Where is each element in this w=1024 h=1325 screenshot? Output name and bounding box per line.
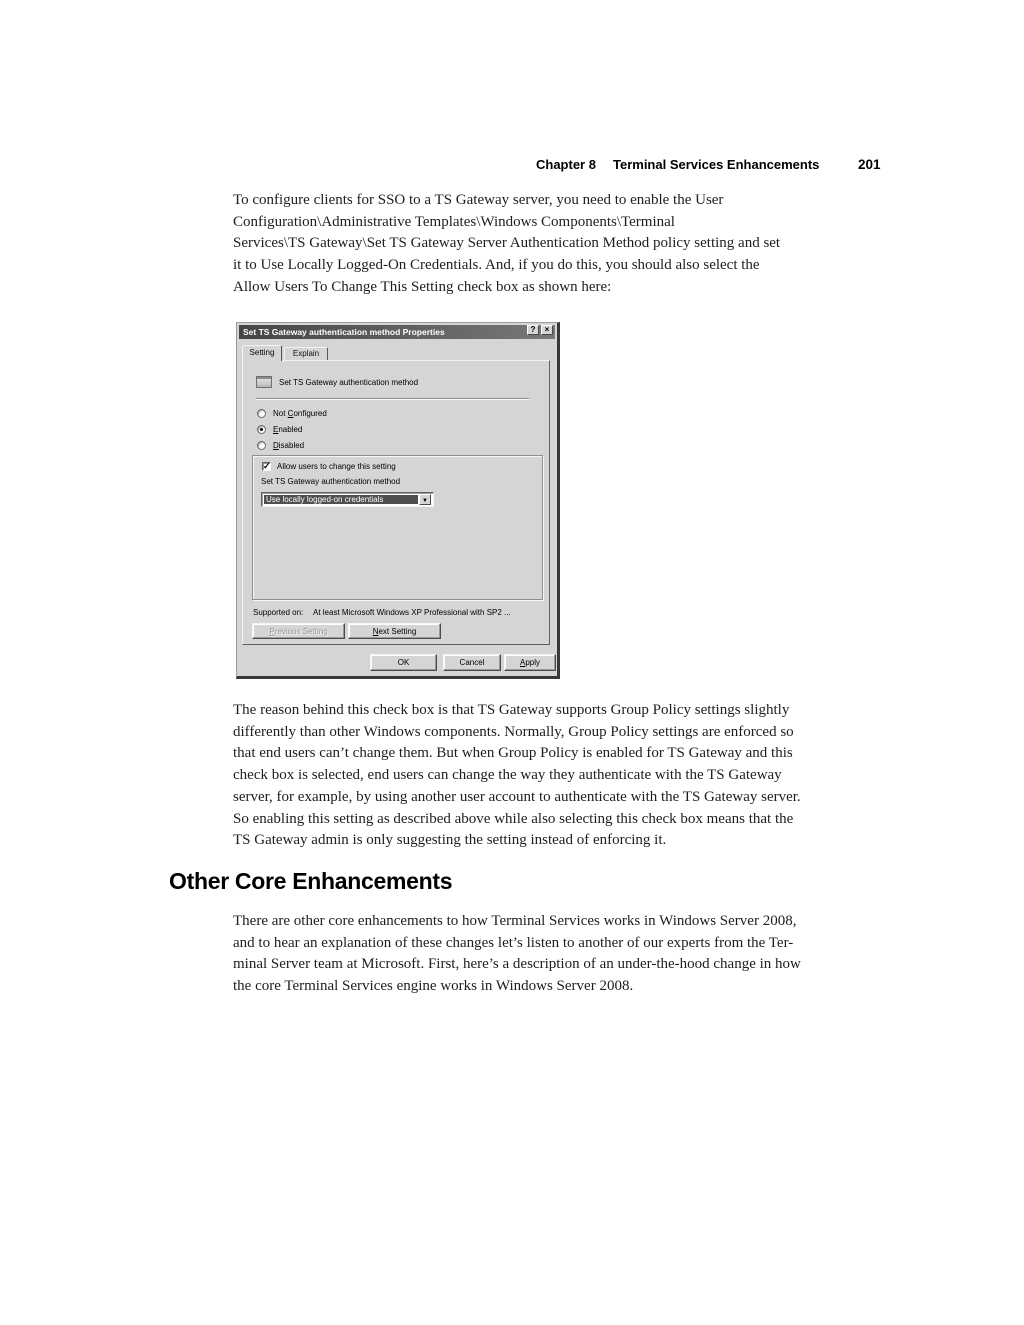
radio-disabled[interactable]	[257, 441, 266, 450]
text-line: There are other core enhancements to how Terminal Services works in Windows Server 2008,	[233, 913, 797, 929]
dialog-titlebar	[239, 325, 555, 339]
radio-not-configured-label: Not Configured	[273, 409, 327, 418]
text-line: it to Use Locally Logged-On Credentials. And, if you do this, you should also select the	[233, 257, 760, 274]
policy-icon	[256, 376, 272, 388]
radio-disabled-label: Disabled	[273, 441, 305, 450]
auth-method-combo-label: Set TS Gateway authentication method	[261, 477, 401, 486]
running-header-chapter: Chapter 8	[536, 157, 596, 172]
combobox-dropdown-button[interactable]	[419, 494, 431, 505]
options-groupbox	[252, 455, 543, 600]
text-line: TS Gateway admin is only suggesting the setting instead of enforcing it.	[233, 832, 667, 849]
allow-users-checkbox[interactable]	[262, 462, 271, 471]
close-icon: ×	[544, 325, 550, 334]
ok-button[interactable]: OK	[370, 654, 437, 671]
help-icon: ?	[530, 325, 536, 334]
paragraph-other-core	[233, 911, 913, 998]
text-line: server, for example, by using another user account to authenticate with the TS Gateway server.	[233, 788, 801, 805]
allow-users-checkbox-label: Allow users to change this setting	[277, 462, 396, 471]
text-line: To configure clients for SSO to a TS Gateway server, you need to enable the User	[233, 192, 724, 208]
previous-setting-button[interactable]: Previous Setting	[252, 623, 345, 639]
radio-enabled[interactable]	[257, 425, 266, 434]
text-line: Services\TS Gateway\Set TS Gateway Server Authentication Method policy setting and set	[233, 235, 781, 252]
paragraph-intro	[233, 190, 913, 299]
setting-tab-panel	[242, 360, 550, 645]
radio-enabled-label: Enabled	[273, 425, 303, 434]
page-number: 201	[858, 157, 881, 172]
help-button[interactable]	[527, 325, 539, 335]
text-line: The reason behind this check box is that TS Gateway supports Group Policy settings slightly	[233, 702, 790, 718]
combobox-selected-value: Use locally logged-on credentials	[264, 495, 418, 504]
apply-button[interactable]: Apply	[504, 654, 556, 671]
auth-method-combobox[interactable]	[261, 492, 434, 507]
text-line: check box is selected, end users can change the way they authenticate with the TS Gateway	[233, 767, 782, 784]
dialog-title: Set TS Gateway authentication method Properties	[243, 327, 445, 337]
ts-gateway-properties-dialog	[236, 322, 560, 679]
text-line: minal Server team at Microsoft. First, here’s a description of an under-the-hood change in how	[233, 956, 801, 973]
check-icon: ✓	[263, 461, 271, 471]
policy-name-label: Set TS Gateway authentication method	[279, 378, 419, 387]
tab-explain[interactable]: Explain	[284, 347, 328, 360]
text-line: Allow Users To Change This Setting check box as shown here:	[233, 278, 612, 295]
next-setting-button[interactable]: Next Setting	[348, 623, 441, 639]
supported-on-label: Supported on:	[253, 608, 304, 617]
text-line: differently than other Windows components. Normally, Group Policy settings are enforced so	[233, 723, 794, 740]
cancel-button[interactable]: Cancel	[443, 654, 501, 671]
running-header-section: Terminal Services Enhancements	[613, 157, 820, 172]
text-line: that end users can’t change them. But when Group Policy is enabled for TS Gateway and this	[233, 745, 793, 762]
supported-on-value: At least Microsoft Windows XP Professional with SP2 ...	[313, 608, 511, 617]
text-line: the core Terminal Services engine works in Windows Server 2008.	[233, 978, 634, 995]
separator-line	[256, 398, 529, 400]
paragraph-reason	[233, 700, 913, 852]
tab-setting[interactable]: Setting	[242, 345, 282, 361]
close-button[interactable]	[541, 325, 553, 335]
text-line: So enabling this setting as described above while also selecting this check box means that the	[233, 810, 794, 827]
text-line: Configuration\Administrative Templates\Windows Components\Terminal	[233, 213, 675, 230]
chevron-down-icon: ▼	[422, 498, 428, 504]
radio-not-configured[interactable]	[257, 409, 266, 418]
running-header	[0, 157, 1024, 175]
text-line: and to hear an explanation of these changes let’s listen to another of our experts from the Ter-	[233, 934, 794, 951]
section-heading: Other Core Enhancements	[169, 868, 453, 894]
